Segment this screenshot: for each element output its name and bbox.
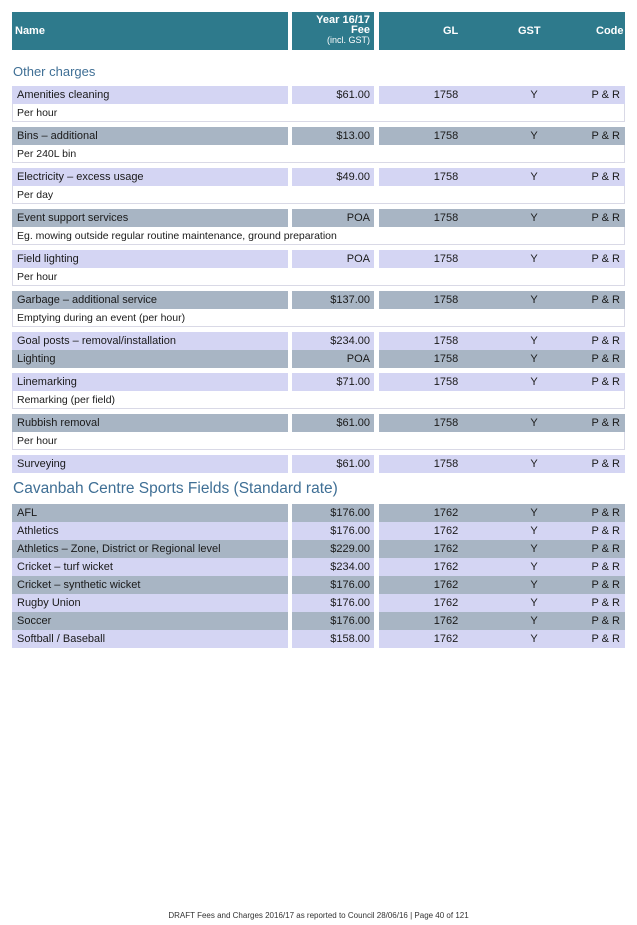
row-code: P & R [591,561,620,573]
row-name: Cricket – synthetic wicket [12,576,288,594]
row-code: P & R [591,417,620,429]
row-gl: 1762 [433,507,459,519]
row-gl: 1758 [433,89,459,101]
row-gl: 1758 [433,353,459,365]
row-name: Athletics [12,522,288,540]
row-gl: 1758 [433,294,459,306]
table-row [0,612,637,630]
row-gst: Y [530,615,538,627]
row-gst: Y [530,212,538,224]
row-gst: Y [530,525,538,537]
row-gst: Y [530,171,538,183]
column-header-fee-line3: (incl. GST) [326,35,370,45]
row-code: P & R [591,525,620,537]
row-name: Linemarking [12,373,288,391]
row-name: Garbage – additional service [12,291,288,309]
row-codes [379,291,625,309]
row-codes [379,540,625,558]
row-fee: $229.00 [292,540,374,558]
column-header-group [379,12,625,50]
row-fee: $61.00 [292,414,374,432]
row-fee: $176.00 [292,594,374,612]
row-name: Amenities cleaning [12,86,288,104]
row-code: P & R [591,615,620,627]
row-codes [379,576,625,594]
table-row [0,209,637,227]
column-header-fee-line1: Year 16/17 [316,14,370,26]
table-row [0,373,637,391]
row-gl: 1762 [433,543,459,555]
row-gl: 1758 [433,376,459,388]
row-code: P & R [591,597,620,609]
row-fee: $176.00 [292,576,374,594]
row-gst: Y [530,253,538,265]
section-title: Cavanbah Centre Sports Fields (Standard rate) [13,480,338,497]
row-name: AFL [12,504,288,522]
row-codes [379,522,625,540]
row-fee: $71.00 [292,373,374,391]
row-code: P & R [591,543,620,555]
row-description: Remarking (per field) [12,391,625,409]
row-codes [379,558,625,576]
row-description: Per 240L bin [12,145,625,163]
row-code: P & R [591,212,620,224]
row-codes [379,127,625,145]
row-gl: 1758 [433,212,459,224]
row-code: P & R [591,130,620,142]
row-codes [379,86,625,104]
column-header-fee-line2: Fee [351,24,370,36]
row-name: Field lighting [12,250,288,268]
row-name: Rubbish removal [12,414,288,432]
row-code: P & R [591,507,620,519]
column-header-code: Code [596,25,624,37]
row-fee: $13.00 [292,127,374,145]
row-codes [379,455,625,473]
table-row [0,168,637,186]
row-code: P & R [591,335,620,347]
column-header-fee [292,12,374,50]
table-row [0,86,637,104]
row-gst: Y [530,633,538,645]
row-code: P & R [591,89,620,101]
table-row [0,576,637,594]
row-name: Rugby Union [12,594,288,612]
column-header-name-label: Name [15,25,45,37]
column-header-gl: GL [443,25,459,37]
row-gl: 1758 [433,130,459,142]
row-gst: Y [530,507,538,519]
row-code: P & R [591,353,620,365]
table-row [0,455,637,473]
table-row [0,540,637,558]
table-row [0,127,637,145]
row-codes [379,504,625,522]
row-name: Cricket – turf wicket [12,558,288,576]
row-gl: 1762 [433,597,459,609]
row-gl: 1758 [433,171,459,183]
row-gl: 1758 [433,417,459,429]
row-name: Surveying [12,455,288,473]
row-fee: POA [292,209,374,227]
row-gst: Y [530,353,538,365]
row-name: Soccer [12,612,288,630]
row-codes [379,630,625,648]
row-code: P & R [591,253,620,265]
row-description: Per hour [12,104,625,122]
row-fee: $176.00 [292,504,374,522]
row-fee: $137.00 [292,291,374,309]
row-name: Event support services [12,209,288,227]
row-gst: Y [530,579,538,591]
row-fee: POA [292,250,374,268]
table-row [0,250,637,268]
row-code: P & R [591,458,620,470]
row-gl: 1762 [433,561,459,573]
row-fee: $234.00 [292,558,374,576]
row-gl: 1762 [433,579,459,591]
row-gl: 1758 [433,253,459,265]
row-name: Softball / Baseball [12,630,288,648]
row-gst: Y [530,561,538,573]
row-code: P & R [591,171,620,183]
row-gl: 1762 [433,615,459,627]
row-gl: 1762 [433,633,459,645]
row-codes [379,594,625,612]
row-fee: $49.00 [292,168,374,186]
row-gst: Y [530,130,538,142]
row-codes [379,612,625,630]
table-row [0,332,637,350]
row-name: Bins – additional [12,127,288,145]
row-fee: $176.00 [292,612,374,630]
row-gst: Y [530,458,538,470]
row-code: P & R [591,579,620,591]
row-gl: 1758 [433,458,459,470]
row-codes [379,414,625,432]
row-fee: $158.00 [292,630,374,648]
row-codes [379,332,625,350]
table-row [0,350,637,368]
table-row [0,594,637,612]
row-gst: Y [530,89,538,101]
section-title: Other charges [13,64,96,79]
row-code: P & R [591,376,620,388]
table-row [0,630,637,648]
row-codes [379,250,625,268]
page-footer: DRAFT Fees and Charges 2016/17 as reported to Council 28/06/16 | Page 40 of 121 [168,911,469,920]
row-name: Athletics – Zone, District or Regional level [12,540,288,558]
row-name: Electricity – excess usage [12,168,288,186]
row-gl: 1758 [433,335,459,347]
column-header-name [12,12,288,50]
row-name: Lighting [12,350,288,368]
row-codes [379,209,625,227]
row-description: Per hour [12,432,625,450]
table-row [0,291,637,309]
table-row [0,558,637,576]
row-code: P & R [591,294,620,306]
table-row [0,522,637,540]
row-description: Eg. mowing outside regular routine maintenance, ground preparation [12,227,625,245]
row-description: Emptying during an event (per hour) [12,309,625,327]
row-codes [379,168,625,186]
table-row [0,504,637,522]
row-code: P & R [591,633,620,645]
row-gst: Y [530,294,538,306]
row-description: Per day [12,186,625,204]
row-gst: Y [530,376,538,388]
row-fee: POA [292,350,374,368]
row-description: Per hour [12,268,625,286]
row-gst: Y [530,597,538,609]
row-gst: Y [530,543,538,555]
row-fee: $61.00 [292,455,374,473]
row-gst: Y [530,417,538,429]
column-header-gst: GST [518,25,541,37]
row-gl: 1762 [433,525,459,537]
row-fee: $176.00 [292,522,374,540]
row-fee: $61.00 [292,86,374,104]
row-name: Goal posts – removal/installation [12,332,288,350]
table-row [0,414,637,432]
row-codes [379,373,625,391]
row-fee: $234.00 [292,332,374,350]
row-codes [379,350,625,368]
row-gst: Y [530,335,538,347]
